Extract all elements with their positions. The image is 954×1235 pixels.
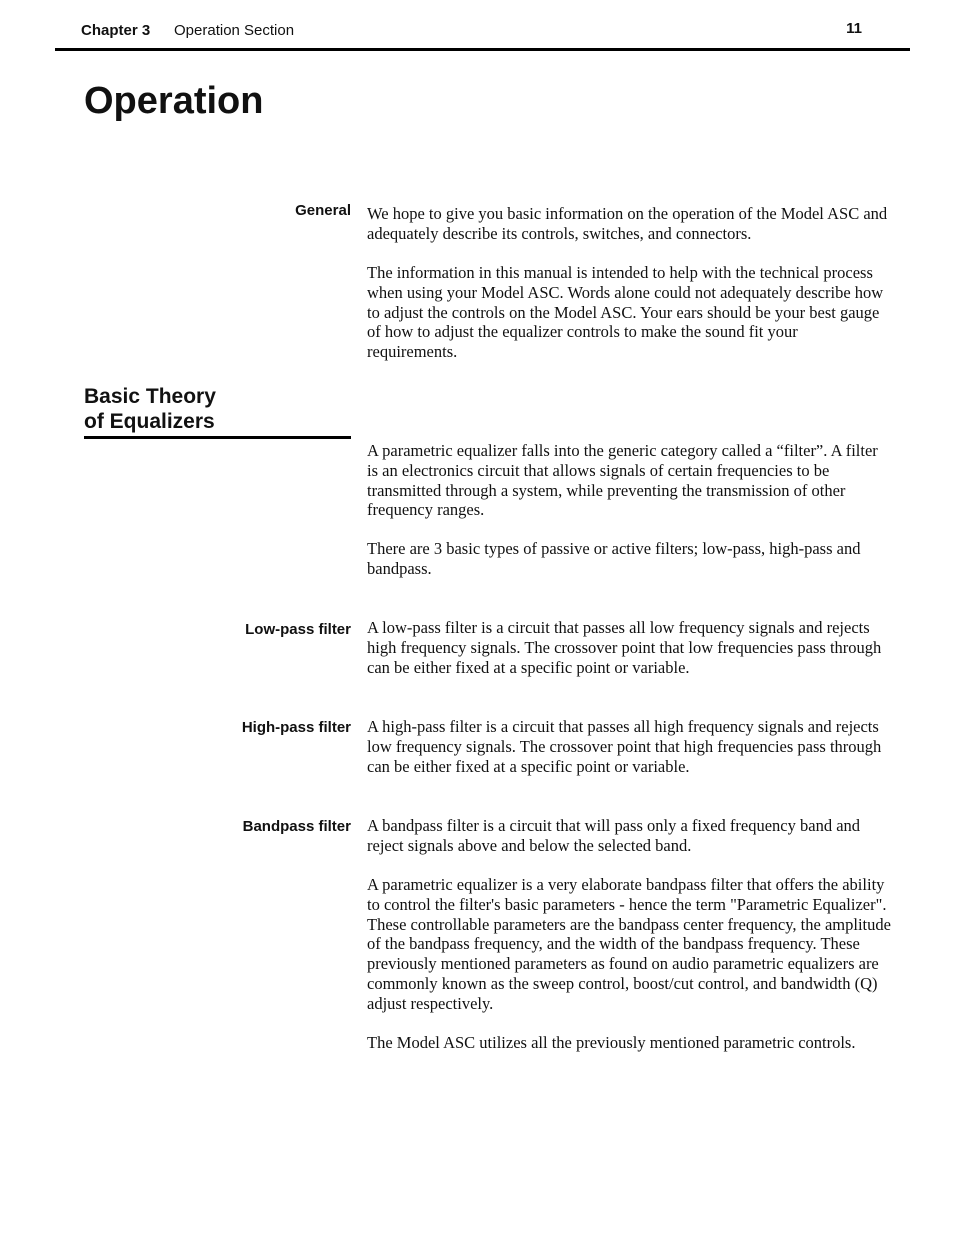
general-label: General xyxy=(295,202,351,219)
page-header xyxy=(55,0,910,51)
low-pass-paragraph: A low-pass filter is a circuit that passes all low frequency signals and rejects high frequency signals. The crossover point that low frequencies pass through can be either fixed at a specific point or variable. xyxy=(367,618,882,677)
high-pass-label: High-pass filter xyxy=(241,719,351,736)
bandpass-paragraph-1: A bandpass filter is a circuit that will pass only a fixed frequency band and reject signals above and below the selected band. xyxy=(367,816,861,855)
basic-theory-paragraph-1: A parametric equalizer falls into the generic category called a “filter”. A filter is an electronics circuit that allows signals of certain frequencies to be transmitted through a system, while preventing the transmission of other frequency ranges. xyxy=(367,441,878,520)
general-paragraph-1: We hope to give you basic information on the operation of the Model ASC and adequately describe its controls, switches, and connectors. xyxy=(367,204,888,243)
basic-theory-paragraph-2: There are 3 basic types of passive or active filters; low-pass, high-pass and bandpass. xyxy=(367,539,861,578)
page-title: Operation xyxy=(84,80,264,122)
bandpass-paragraph-3: The Model ASC utilizes all the previously mentioned parametric controls. xyxy=(367,1033,856,1052)
page-number: 11 xyxy=(846,20,862,37)
high-pass-paragraph: A high-pass filter is a circuit that passes all high frequency signals and rejects low frequency signals. The crossover point that high frequencies pass through can be either fixed at a specific point or variable. xyxy=(367,717,882,776)
header-chapter: Chapter 3 xyxy=(81,22,151,39)
basic-theory-heading-line2: of Equalizers xyxy=(84,410,215,433)
bandpass-label: Bandpass filter xyxy=(242,818,351,835)
low-pass-label: Low-pass filter xyxy=(245,621,351,638)
basic-theory-heading xyxy=(84,384,351,439)
header-section-title: Operation Section xyxy=(174,22,295,39)
bandpass-paragraph-2: A parametric equalizer is a very elaborate bandpass filter that offers the ability to control the filter's basic parameters - hence the term "Parametric Equalizer". These controllable parameters are the bandpass center frequency, the amplitude of the bandpass frequency, and the width of the bandpass frequency. These previously mentioned parameters as found on audio parametric equalizers are commonly known as the sweep control, boost/cut control, and bandwidth (Q) adjust respectively. xyxy=(367,875,891,1013)
basic-theory-heading-line1: Basic Theory xyxy=(84,385,216,408)
general-paragraph-2: The information in this manual is intended to help with the technical process when using your Model ASC. Words alone could not adequately describe how to adjust the controls on the Model ASC. Your ears should be your best gauge of how to adjust the equalizer controls to make the sound fit your requirements. xyxy=(367,263,884,362)
